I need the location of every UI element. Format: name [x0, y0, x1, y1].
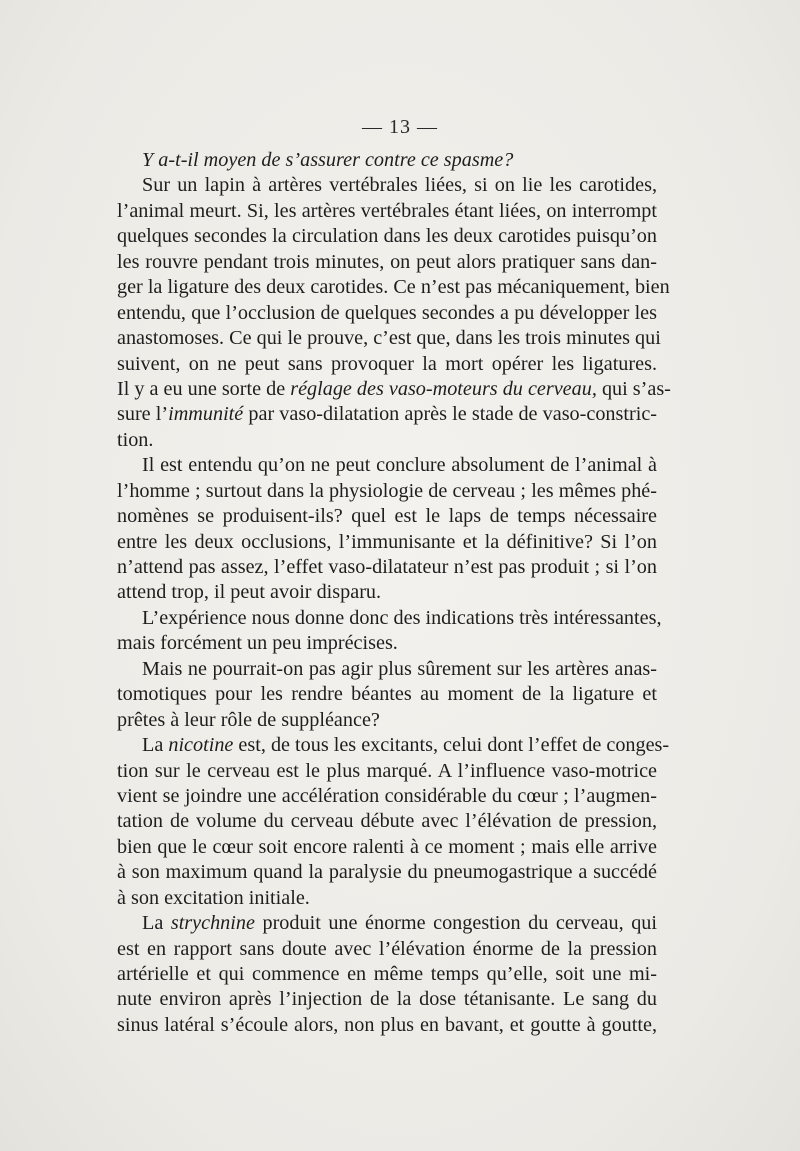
italic-run: réglage des vaso-moteurs du cerveau,	[290, 377, 597, 400]
text-line	[117, 809, 657, 834]
text-run: vient se joindre une accélération considérable du cœur ; l’augmen-	[117, 784, 657, 807]
text-run: bien que le cœur soit encore ralenti à ce moment ; mais elle arrive	[117, 835, 657, 858]
text-line	[117, 377, 671, 402]
paragraph	[117, 173, 671, 453]
text-run: à son excitation initiale.	[117, 886, 310, 909]
text-run: artérielle et qui commence en même temps qu’elle, soit une mi-	[117, 963, 657, 985]
paragraph	[117, 911, 657, 1038]
text-run: Mais ne pourrait-on pas agir plus sûrement sur les artères anas-	[142, 657, 657, 680]
text-run: nomènes se produisent-ils? quel est le laps de temps nécessaire	[117, 505, 657, 528]
paragraph	[117, 733, 670, 911]
text-run: produit une énorme congestion du cerveau, qui	[254, 912, 657, 935]
text-run: Il est entendu qu’on ne peut conclure absolument de l’animal à	[142, 454, 657, 477]
text-line	[117, 886, 657, 911]
text-line	[117, 657, 657, 682]
text-run: entendu, que l’occlusion de quelques secondes a pu développer les	[117, 301, 657, 324]
text-run: La	[142, 734, 169, 757]
text-line	[117, 682, 657, 707]
text-run: quelques secondes la circulation dans les deux carotides puisqu’on	[117, 225, 657, 248]
text-run: L’expérience nous donne donc des indications très intéressantes,	[142, 606, 662, 629]
text-line	[117, 250, 657, 275]
paragraph	[117, 453, 657, 606]
text-line	[117, 173, 657, 198]
text-run: nute environ après l’injection de la dose tétanisante. Le sang du	[117, 988, 657, 1011]
text-line	[117, 759, 657, 784]
text-line	[117, 555, 657, 580]
text-line	[117, 784, 657, 809]
text-line	[117, 199, 657, 224]
text-run: l’animal meurt. Si, les artères vertébrales étant liées, on interrompt	[117, 199, 657, 222]
text-run: tation de volume du cerveau débute avec l’élévation de pression,	[117, 810, 657, 833]
italic-run: nicotine	[168, 734, 234, 757]
text-line	[117, 1013, 657, 1038]
italic-run: immunité	[168, 403, 244, 426]
text-run: est en rapport sans doute avec l’élévation énorme de la pression	[117, 937, 657, 960]
paragraph	[117, 606, 662, 657]
italic-run: strychnine	[170, 912, 255, 935]
page-number: — 13 —	[362, 116, 438, 138]
text-run: La	[142, 912, 171, 935]
text-line	[117, 504, 657, 529]
text-line	[117, 733, 670, 758]
text-line	[117, 352, 657, 377]
text-line	[117, 428, 657, 453]
text-run: les rouvre pendant trois minutes, on peut alors pratiquer sans dan-	[117, 250, 657, 273]
text-line	[117, 911, 657, 936]
text-line	[117, 224, 657, 249]
text-line	[117, 301, 657, 326]
text-run: attend trop, il peut avoir disparu.	[117, 581, 382, 604]
text-run: Il y a eu une sorte de	[117, 377, 291, 400]
text-run: tion.	[117, 428, 154, 451]
text-run: tion sur le cerveau est le plus marqué. A l’influence vaso-motrice	[117, 759, 657, 782]
text-run: n’attend pas assez, l’effet vaso-dilatateur n’est pas produit ; si l’on	[117, 556, 657, 578]
text-line	[117, 275, 670, 300]
text-line	[117, 708, 657, 733]
text-run: mais forcément un peu imprécises.	[117, 632, 398, 655]
text-line	[117, 580, 657, 605]
text-line	[117, 479, 657, 504]
text-run: prêtes à leur rôle de suppléance?	[117, 708, 380, 731]
italic-run: Y a-t-il moyen de s’assurer contre ce spasme?	[142, 149, 514, 171]
text-run: suivent, on ne peut sans provoquer la mort opérer les ligatures.	[117, 352, 657, 375]
text-line	[117, 606, 662, 631]
text-line	[117, 860, 657, 885]
text-run: l’homme ; surtout dans la physiologie de cerveau ; les mêmes phé-	[117, 479, 657, 502]
text-line	[117, 530, 657, 555]
text-line	[117, 987, 657, 1012]
text-run: par vaso-dilatation après le stade de vaso-constric-	[243, 403, 658, 426]
text-line	[117, 962, 657, 987]
text-run: sure l’	[117, 403, 169, 426]
body-text	[117, 148, 671, 1038]
text-run: tomotiques pour les rendre béantes au moment de la ligature et	[117, 683, 657, 706]
text-run: ger la ligature des deux carotides. Ce n’est pas mécaniquement, bien	[117, 276, 670, 299]
text-line	[117, 326, 661, 351]
text-line	[117, 937, 657, 962]
text-line	[117, 402, 657, 427]
text-line	[117, 835, 657, 860]
paragraph	[117, 657, 657, 733]
text-run: est, de tous les excitants, celui dont l’effet de conges-	[233, 734, 670, 757]
text-run: anastomoses. Ce qui le prouve, c’est que, dans les trois minutes qui	[117, 327, 661, 350]
text-line	[117, 148, 657, 173]
text-run: entre les deux occlusions, l’immunisante et la définitive? Si l’on	[117, 530, 657, 553]
paragraph	[117, 148, 657, 173]
text-line	[117, 453, 657, 478]
text-run: Sur un lapin à artères vertébrales liées, si on lie les carotides,	[142, 174, 657, 197]
text-line	[117, 631, 657, 656]
text-run: sinus latéral s’écoule alors, non plus en bavant, et goutte à goutte,	[117, 1013, 657, 1036]
text-run: qui s’as-	[596, 377, 671, 400]
text-run: à son maximum quand la paralysie du pneumogastrique a succédé	[117, 861, 657, 884]
